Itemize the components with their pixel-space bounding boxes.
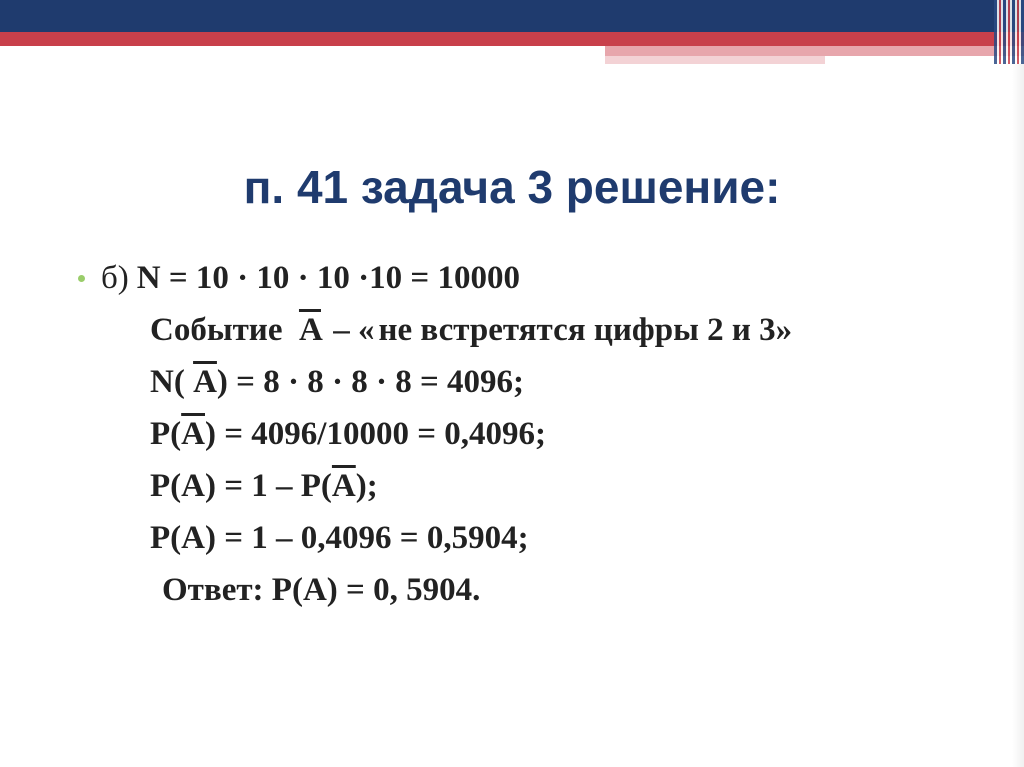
event-description: не встретятся цифры 2 и 3» [378,312,793,348]
p-a-complement-variable: $\overline{A}$ [331,468,356,504]
answer-text: Ответ: P(A) = 0, 5904. [162,572,481,608]
header-bar-pink-light [605,56,825,64]
solution-line-n-total [78,252,978,304]
solution-line-p-complement [78,408,978,460]
solution-line-event [78,304,978,356]
solution-line-p-a-relation [78,460,978,512]
p-a-suffix: ); [355,468,378,504]
solution-line-p-a-value [78,512,978,564]
header-stripes [994,0,1024,64]
bullet-prefix: б) [101,260,129,296]
n-complement-formula: ) = 8 · 8 · 8 · 8 = 4096; [216,364,525,400]
header-bar-pink [605,46,1024,56]
n-complement-prefix: N( [150,364,185,400]
slide-title: п. 41 задача 3 решение: [243,161,781,213]
p-a-prefix: P(A) = 1 – P( [150,468,332,504]
event-dash: – « [333,312,375,348]
header-bar-navy [0,0,1024,32]
header-bar-red [0,32,1024,46]
p-complement-variable: $\overline{A}$ [181,416,205,452]
solution-line-answer [78,564,978,616]
solution-line-n-complement [78,356,978,408]
n-total-formula: N = 10 · 10 · 10 ·10 = 10000 [136,260,520,296]
solution-content [78,252,978,616]
bullet-icon [78,275,85,282]
n-complement-variable: $\overline{A}$ [193,364,217,400]
event-variable: $\overline{A}$ [298,312,321,348]
p-complement-formula: ) = 4096/10000 = 0,4096; [205,416,547,452]
p-complement-prefix: P( [150,416,182,452]
event-label: Событие [150,312,283,348]
p-a-value-formula: P(A) = 1 – 0,4096 = 0,5904; [150,520,529,556]
